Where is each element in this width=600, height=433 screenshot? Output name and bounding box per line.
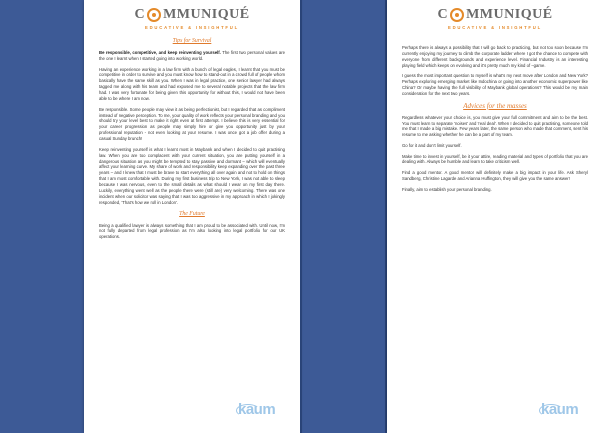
paragraph: Be responsible. Some people may view it as being perfectionist, but I regarded that as compliment instead of negative perception. To me, your quality of work reflects your personal branding and you should try your level best to make it right even at first attempt. I believe this is very essential for your career progression as people may simply hire or give you opportunity just by your professional reputation - not even looking at your resume. I was once got a job offer during a casual Sunday brunch!: [99, 106, 285, 142]
logo-ring-icon: [450, 8, 464, 22]
section-heading-advices: Advices for the masses: [463, 101, 527, 110]
logo-wordmark: C MMUNIQUÉ: [134, 7, 250, 22]
logo-tagline: EDUCATIVE & INSIGHTFUL: [448, 25, 542, 30]
paragraph: Perhaps there is always a possibility that I will go back to practicing, but not too soon because I'm currently enjoying my journey to climb the corporate ladder where I got the chance to compete with everyone from different backgrounds and experience level. Financial Industry is an interesting playing field which keeps on evolving and it's pretty much my kind of –game.: [402, 45, 588, 68]
paragraph: Make time to invest in yourself, be it your attire, reading material and types of portfolio that you are dealing with. Always be humble and learn to take criticism well.: [402, 153, 588, 165]
communique-logo: [84, 5, 300, 30]
kaum-logo: kaum: [238, 401, 276, 418]
paragraph: Having an experience working in a law firm with a bunch of legal eagles, I learnt that you must be competitive in order to survive and you must know how to stand-out in a crowd full of people whom basically have the same skill as you. When I was in legal practice, one senior lawyer had always tagged me along with his team and had exposed me to several notable projects that the law firm had. I was very fortunate for being given this opportunity for without this, I would not have been able to be where I am now.: [99, 66, 285, 102]
right-page: [387, 0, 600, 433]
paragraph: Keep reinventing yourself is what I learnt most in Maybank and when I decided to quit practising law. When you are too complacent with your current situation, you are putting yourself in a dangerous situation as you might be tempted to stay passive and dormant – which will eventually affect your learning curve. My share of work and responsibility keep expanding over the past three years – and I knew that I must be brave to start everything all over again and not to hold on things that I am most comfortable with. During my first business trip to New York, I was not able to sleep because I was nervous, even to the small details as what should I wear on my first day there. Luckily, everything went well as the people there were (still are) very welcoming. There was one incident when our solicitor was saying that I was too aggressive in my approach in which I jokingly responded, 'That's how we roll in London'.: [99, 146, 285, 205]
right-article-body: [402, 45, 588, 197]
left-page: [84, 0, 300, 433]
left-article-body: [99, 38, 285, 245]
intro-rest: The first two personal values are the one I learnt when I started going into working world.: [99, 50, 285, 61]
paragraph: Finally, aim to establish your personal branding.: [402, 186, 492, 192]
logo-ring-icon: [147, 8, 161, 22]
spread-divider: [300, 0, 302, 433]
paragraph: I guess the most important question to myself is what's my next move after London and New York? Perhaps exploring emerging market like Indochina or going into another economic superpower like China? Or maybe having the full visibility of Maybank global operations? This would be my main consideration for the next two years.: [402, 73, 588, 97]
intro-paragraph: [99, 50, 285, 62]
logo-wordmark: C MMUNIQUÉ: [437, 7, 553, 22]
section-heading-future: The Future: [179, 210, 205, 217]
section-heading-tips: Tips for Survival: [172, 38, 212, 44]
kaum-logo: kaum: [541, 401, 579, 418]
paragraph: Regardless whatever your choice is, you must give your full commitment and aim to be the best. You must learn to separate 'noises' and 'real deal'. When I decided to quit practising, someone told me that I made a big mistake. Few years later, the same person who made that comment, sent his resume to me asking whether he can be a part of my team.: [402, 114, 588, 138]
paragraph: Being a qualified lawyer is always something that I am proud to be associated with. Until now, I'm not fully departed from legal profession as I'm also looking into legal portfolio for our UK operations.: [99, 222, 285, 240]
paragraph: Find a good mentor. A good mentor will definitely make a big impact in your life. Ask Sheryl Sandberg, Christine Lagarde and Arianna Huffington, they will give you the same answer!: [402, 170, 588, 181]
communique-logo: [387, 5, 600, 30]
intro-bold: Be responsible, competitive, and keep reinventing yourself.: [99, 50, 221, 55]
logo-tagline: EDUCATIVE & INSIGHTFUL: [145, 25, 239, 30]
paragraph: Go for it and don't limit yourself.: [402, 142, 462, 148]
